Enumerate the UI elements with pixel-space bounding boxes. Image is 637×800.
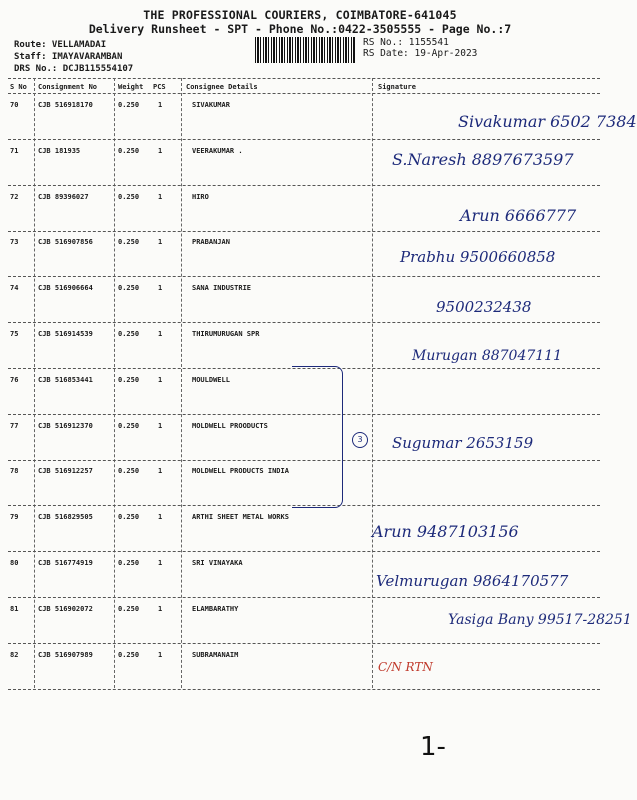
row-sno: 71 [10, 147, 19, 155]
row-weight: 0.250 [118, 422, 140, 430]
signature-72: Arun 6666777 [460, 206, 577, 225]
row-consignee: MOLDWELL PROODUCTS [192, 422, 268, 430]
rs-number: RS No.: 1155541 [363, 37, 449, 48]
row-pcs: 1 [158, 284, 163, 292]
row-divider [8, 139, 600, 140]
row-consignee: THIRUMURUGAN SPR [192, 330, 260, 338]
row-consignee: MOULDWELL [192, 376, 230, 384]
row-weight: 0.250 [118, 101, 140, 109]
row-pcs: 1 [158, 422, 163, 430]
row-sno: 73 [10, 238, 19, 246]
row-consignee: ELAMBARATHY [192, 605, 239, 613]
row-consignment-no: CJB 516774919 [38, 559, 93, 567]
row-weight: 0.250 [118, 147, 140, 155]
row-pcs: 1 [158, 147, 163, 155]
row-sno: 78 [10, 467, 19, 475]
row-pcs: 1 [158, 330, 163, 338]
row-consignee: VEERAKUMAR . [192, 147, 243, 155]
row-sno: 77 [10, 422, 19, 430]
signature-80: Velmurugan 9864170577 [376, 572, 569, 590]
row-consignee: SANA INDUSTRIE [192, 284, 252, 292]
row-consignment-no: CJB 516906664 [38, 284, 93, 292]
row-consignee: ARTHI SHEET METAL WORKS [192, 513, 289, 521]
row-divider [8, 689, 600, 690]
row-consignment-no: CJB 89396027 [38, 193, 89, 201]
row-consignment-no: CJB 516914539 [38, 330, 93, 338]
row-divider [8, 551, 600, 552]
row-pcs: 1 [158, 559, 163, 567]
row-divider [8, 185, 600, 186]
signature-73: Prabhu 9500660858 [400, 248, 556, 266]
row-sno: 76 [10, 376, 19, 384]
route-label: Route: VELLAMADAI [14, 40, 107, 50]
row-sno: 75 [10, 330, 19, 338]
barcode [255, 37, 355, 63]
row-sno: 80 [10, 559, 19, 567]
table-top-rule [8, 78, 600, 79]
row-consignee: MOLDWELL PRODUCTS INDIA [192, 467, 289, 475]
row-sno: 79 [10, 513, 19, 521]
row-sno: 70 [10, 101, 19, 109]
row-pcs: 1 [158, 651, 163, 659]
signature-79: Arun 9487103156 [372, 522, 519, 541]
return-annotation: C/N RTN [378, 660, 433, 674]
row-pcs: 1 [158, 513, 163, 521]
row-divider [8, 643, 600, 644]
row-consignment-no: CJB 516912257 [38, 467, 93, 475]
row-sno: 72 [10, 193, 19, 201]
row-divider [8, 276, 600, 277]
row-pcs: 1 [158, 376, 163, 384]
runsheet-subtitle: Delivery Runsheet - SPT - Phone No.:0422-3505555 - Page No.:7 [88, 22, 512, 36]
rs-date: RS Date: 19-Apr-2023 [363, 48, 478, 59]
row-consignment-no: CJB 516902072 [38, 605, 93, 613]
row-sno: 74 [10, 284, 19, 292]
row-weight: 0.250 [118, 559, 140, 567]
signature-75: Murugan 887047111 [412, 348, 563, 364]
row-weight: 0.250 [118, 238, 140, 246]
row-consignment-no: CJB 516918170 [38, 101, 93, 109]
row-consignment-no: CJB 516907856 [38, 238, 93, 246]
row-consignment-no: CJB 516829505 [38, 513, 93, 521]
signature-71: S.Naresh 8897673597 [392, 150, 574, 169]
row-pcs: 1 [158, 193, 163, 201]
group-count-mark: 3 [352, 432, 368, 448]
row-weight: 0.250 [118, 193, 140, 201]
row-consignee: HIRO [192, 193, 209, 201]
grouping-bracket [292, 366, 343, 508]
row-weight: 0.250 [118, 513, 140, 521]
row-weight: 0.250 [118, 330, 140, 338]
signature-74: 9500232438 [436, 298, 532, 316]
row-consignee: SRI VINAYAKA [192, 559, 243, 567]
row-weight: 0.250 [118, 284, 140, 292]
col-sno: S No [10, 83, 27, 91]
row-consignment-no: CJB 516912370 [38, 422, 93, 430]
row-pcs: 1 [158, 605, 163, 613]
col-weight: Weight [118, 83, 144, 91]
signature-77: Sugumar 2653159 [392, 434, 534, 452]
drs-number: DRS No.: DCJB115554107 [14, 64, 134, 74]
row-weight: 0.250 [118, 605, 140, 613]
signature-81: Yasiga Bany 99517-28251 [448, 612, 632, 628]
row-divider [8, 322, 600, 323]
row-weight: 0.250 [118, 651, 140, 659]
row-consignment-no: CJB 516907989 [38, 651, 93, 659]
company-title: THE PROFESSIONAL COURIERS, COIMBATORE-641045 [143, 8, 457, 22]
row-consignee: PRABANJAN [192, 238, 230, 246]
row-weight: 0.250 [118, 467, 140, 475]
signature-70: Sivakumar 6502 7384 [458, 112, 637, 131]
row-consignment-no: CJB 516853441 [38, 376, 93, 384]
row-consignment-no: CJB 181935 [38, 147, 81, 155]
staff-label: Staff: IMAYAVARAMBAN [14, 52, 123, 62]
row-divider [8, 597, 600, 598]
row-pcs: 1 [158, 238, 163, 246]
col-signature: Signature [378, 83, 416, 91]
col-consignee: Consignee Details [186, 83, 258, 91]
row-sno: 81 [10, 605, 19, 613]
page-tick-mark: 1- [420, 732, 446, 762]
col-pcs: PCS [153, 83, 166, 91]
row-divider [8, 231, 600, 232]
row-pcs: 1 [158, 101, 163, 109]
col-consignment: Consignment No [38, 83, 98, 91]
row-consignee: SIVAKUMAR [192, 101, 230, 109]
header-rule [8, 93, 600, 94]
row-pcs: 1 [158, 467, 163, 475]
row-consignee: SUBRAMANAIM [192, 651, 239, 659]
row-sno: 82 [10, 651, 19, 659]
row-weight: 0.250 [118, 376, 140, 384]
